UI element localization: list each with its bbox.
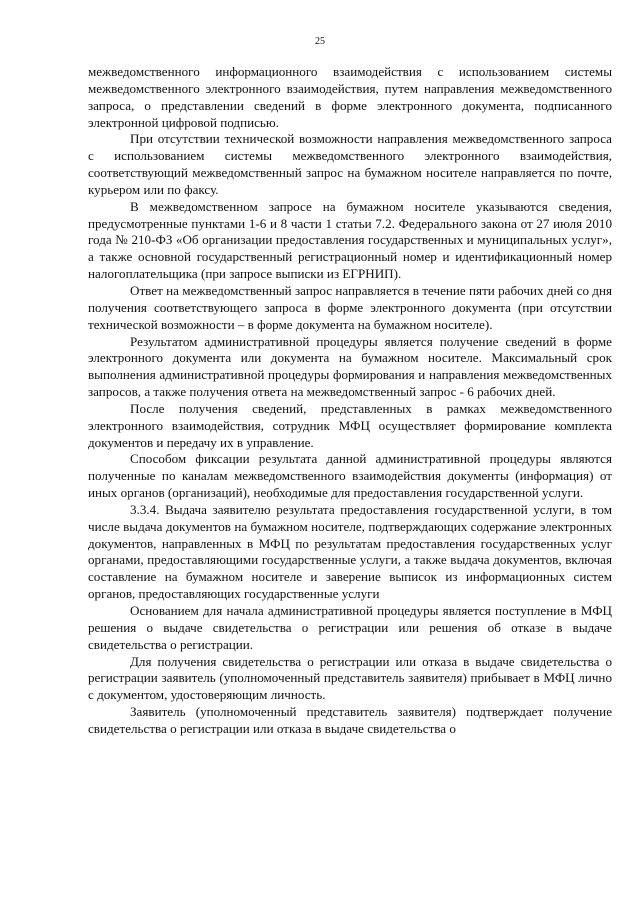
page-number: 25 [315, 36, 325, 47]
paragraph: Ответ на межведомственный запрос направляется в течение пяти рабочих дней со дня получения соответствующего запроса в форме электронного документа (при отсутствии технической возможности – в форме документа на бумажном носителе). [88, 282, 612, 332]
paragraph: В межведомственном запросе на бумажном носителе указываются сведения, предусмотренные пунктами 1-6 и 8 части 1 статьи 7.2. Федерального закона от 27 июля 2010 года № 210-ФЗ «Об организации предоставления государственных и муниципальных услуг», а также основной государственный регистрационный номер и идентификационный номер налогоплательщика (при запросе выписки из ЕГРНИП). [88, 198, 612, 282]
paragraph: Способом фиксации результата данной административной процедуры являются полученные по каналам межведомственного взаимодействия документы (информация) от иных органов (организаций), необходимые для предоставления государственной услуги. [88, 451, 612, 501]
document-body [88, 64, 612, 738]
paragraph: Заявитель (уполномоченный представитель заявителя) подтверждает получение свидетельства о регистрации или отказа в выдаче свидетельства о [88, 704, 612, 736]
paragraph: Для получения свидетельства о регистрации или отказа в выдаче свидетельства о регистрации заявитель (уполномоченный представитель заявителя) прибывает в МФЦ лично с документом, удостоверяющим личность. [88, 653, 612, 703]
paragraph: 3.3.4. Выдача заявителю результата предоставления государственной услуги, в том числе выдача документов на бумажном носителе, подтверждающих содержание электронных документов, направленных в МФЦ по результатам предоставления государственных услуг органами, предоставляющими государственные услуги, а также выдача документов, включая составление на бумажном носителе и заверение выписок из информационных систем органов, предоставляющих государственные услуги [88, 501, 612, 602]
paragraph: После получения сведений, представленных в рамках межведомственного электронного взаимодействия, сотрудник МФЦ осуществляет формирование комплекта документов и передачу их в управление. [88, 400, 612, 450]
paragraph: межведомственного информационного взаимодействия с использованием системы межведомственного электронного взаимодействия, путем направления межведомственного запроса, о представлении сведений в форме электронного документа, подписанного электронной цифровой подписью. [88, 64, 612, 130]
paragraph: При отсутствии технической возможности направления межведомственного запроса с использованием системы межведомственного электронного взаимодействия, соответствующий межведомственный запрос на бумажном носителе направляется по почте, курьером или по факсу. [88, 131, 612, 197]
paragraph: Результатом административной процедуры является получение сведений в форме электронного документа или документа на бумажном носителе. Максимальный срок выполнения административной процедуры формирования и направления межведомственных запросов, а также получения ответа на межведомственный запрос - 6 рабочих дней. [88, 333, 612, 400]
paragraph: Основанием для начала административной процедуры является поступление в МФЦ решения о выдаче свидетельства о регистрации или решения об отказе в выдаче свидетельства о регистрации. [88, 603, 612, 652]
